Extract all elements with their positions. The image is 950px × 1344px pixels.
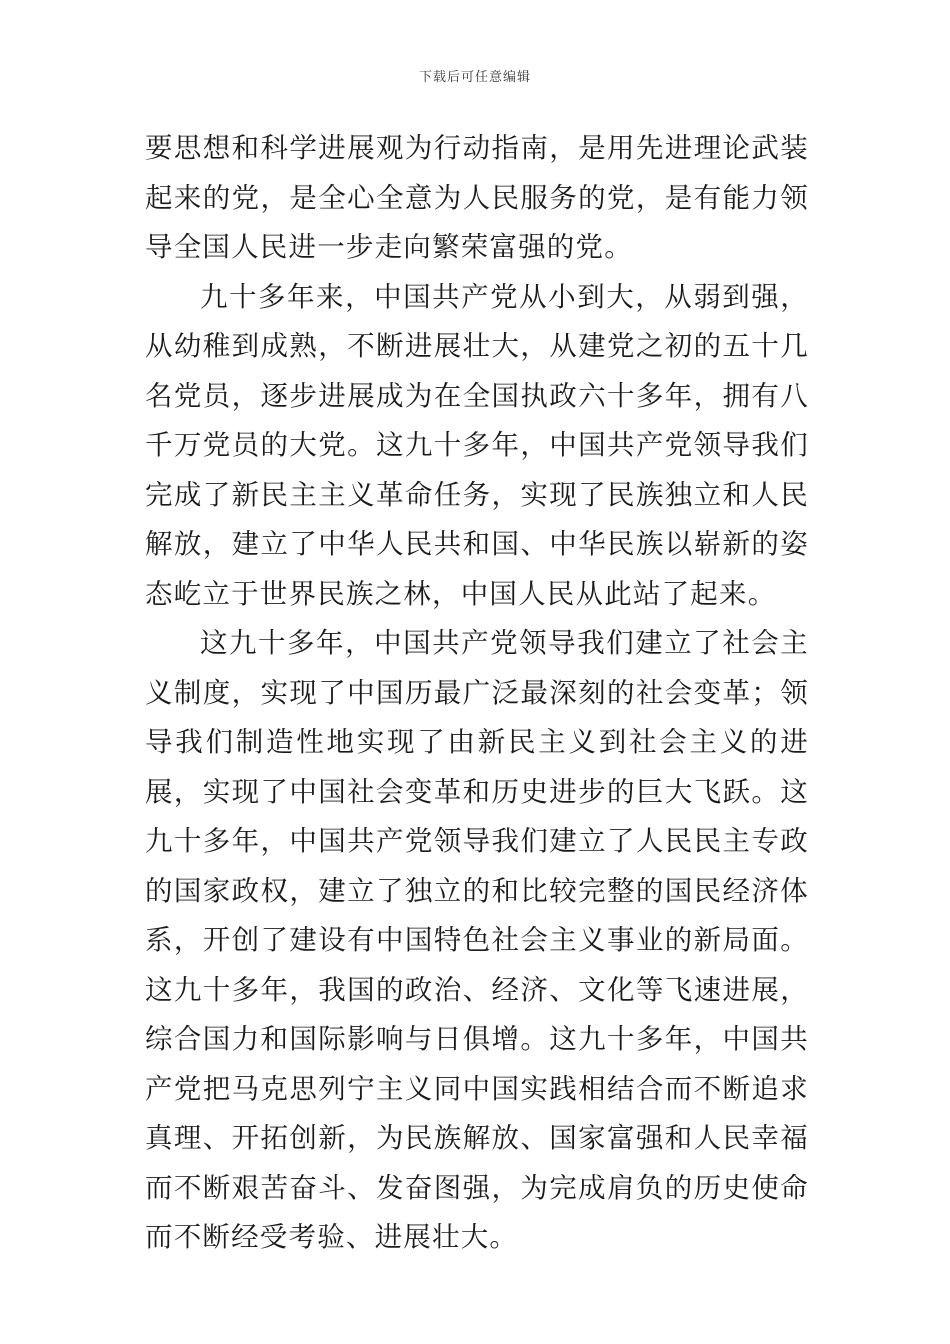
document-body <box>145 124 809 1263</box>
page-header-note: 下载后可任意编辑 <box>418 70 531 85</box>
paragraph-socialist-achievements: 这九十多年，中国共产党领导我们建立了社会主义制度，实现了中国历最广泛最深刻的社会变革；领导我们制造性地实现了由新民主义到社会主义的进展，实现了中国社会变革和历史进步的巨大飞跃。这九十多年，中国共产党领导我们建立了人民民主专政的国家政权，建立了独立的和比较完整的国民经济体系，开创了建设有中国特色社会主义事业的新局面。这九十多年，我国的政治、经济、文化等飞速进展，综合国力和国际影响与日俱增。这九十多年，中国共产党把马克思列宁主义同中国实践相结合而不断追求真理、开拓创新，为民族解放、国家富强和人民幸福而不断艰苦奋斗、发奋图强，为完成肩负的历史使命而不断经受考验、进展壮大。 <box>145 627 809 1253</box>
paragraph-continuation: 要思想和科学进展观为行动指南，是用先进理论武装起来的党，是全心全意为人民服务的党，是有能力领导全国人民进一步走向繁荣富强的党。 <box>145 132 809 263</box>
paragraph-party-history: 九十多年来，中国共产党从小到大，从弱到强，从幼稚到成熟，不断进展壮大，从建党之初的五十几名党员，逐步进展成为在全国执政六十多年，拥有八千万党员的大党。这九十多年，中国共产党领导我们完成了新民主主义革命任务，实现了民族独立和人民解放，建立了中华人民共和国、中华民族以崭新的姿态屹立于世界民族之林，中国人民从此站了起来。 <box>145 280 809 610</box>
